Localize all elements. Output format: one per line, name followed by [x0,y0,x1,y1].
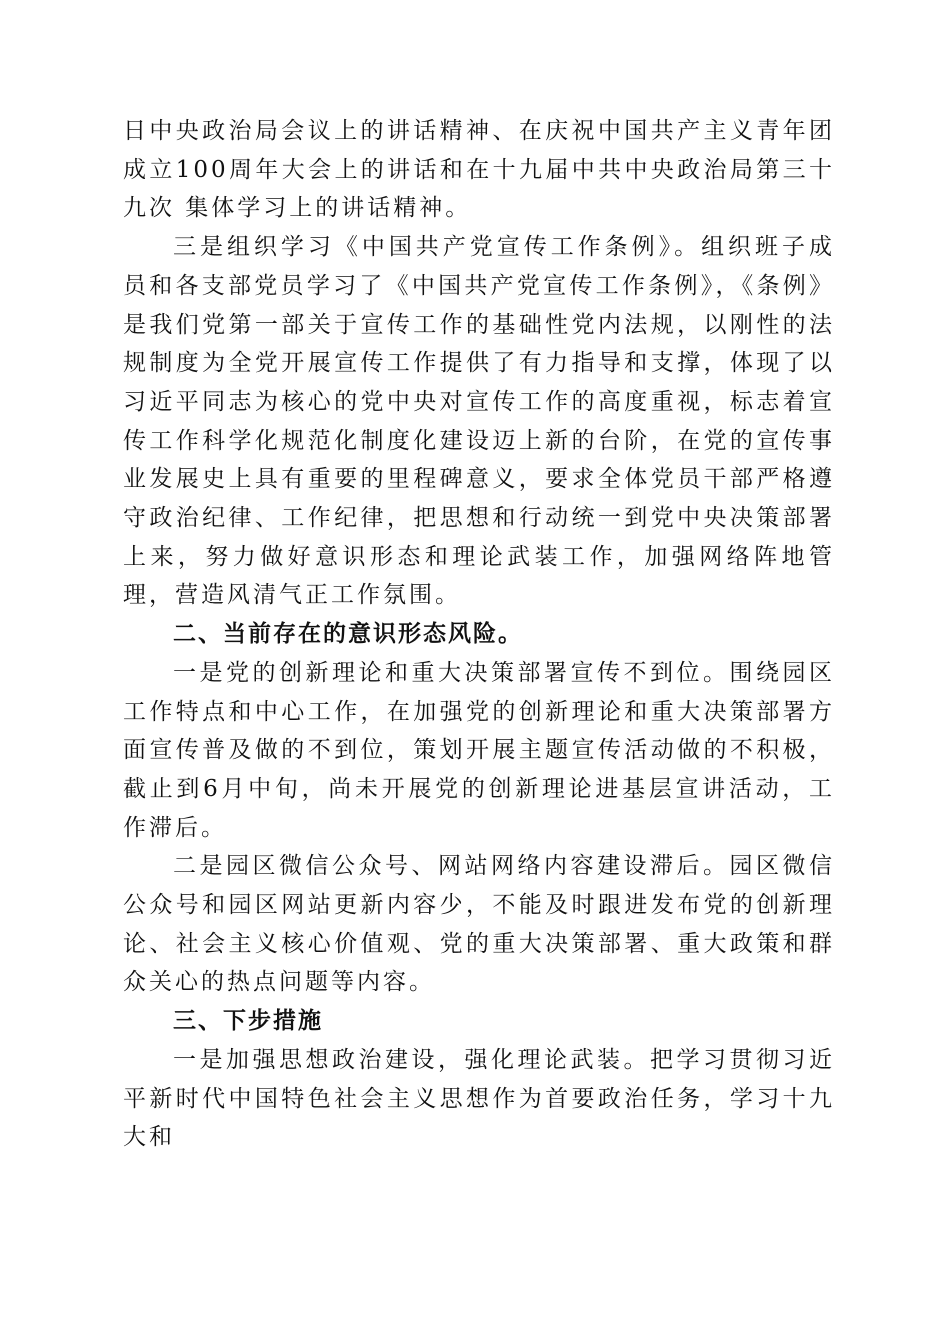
section-heading-next-steps: 三、下步措施 [173,1008,323,1035]
paragraph-propaganda-regulations: 三是组织学习《中国共产党宣传工作条例》。组织班子成员和各支部党员学习了《中国共产党宣传工作条例》，《条例》是我们党第一部关于宣传工作的基础性党内法规，以刚性的法规制度为全党开展宣传工作提供了有力指导和支撑，体现了以习近平同志为核心的党中央对宣传工作的高度重视，标志着宣传工作科学化规范化制度化建设迈上新的台阶，在党的宣传事业发展史上具有重要的里程碑意义，要求全体党员干部严格遵守政治纪律、工作纪律，把思想和行动统一到党中央决策部署上来，努力做好意识形态和理论武装工作，加强网络阵地管理，营造风清气正工作氛围。 [123,234,835,609]
section-heading-risks: 二、当前存在的意识形态风险。 [173,621,523,648]
paragraph-continuation: 日中央政治局会议上的讲话精神、在庆祝中国共产主义青年团成立100周年大会上的讲话和在十九届中共中央政治局第三十九次 集体学习上的讲话精神。 [123,118,835,222]
paragraph-measure-one: 一是加强思想政治建设，强化理论武装。把学习贯彻习近平新时代中国特色社会主义思想作为首要政治任务，学习十九大和 [123,1046,835,1151]
paragraph-risk-two: 二是园区微信公众号、网站网络内容建设滞后。园区微信公众号和园区网站更新内容少，不能及时跟进发布党的创新理论、社会主义核心价值观、党的重大决策部署、重大政策和群众关心的热点问题等内容。 [123,853,835,996]
paragraph-risk-one: 一是党的创新理论和重大决策部署宣传不到位。围绕园区工作特点和中心工作，在加强党的创新理论和重大决策部署方面宣传普及做的不到位，策划开展主题宣传活动做的不积极，截止到6月中旬，尚未开展党的创新理论进基层宣讲活动，工作滞后。 [123,659,835,841]
document-body [123,112,835,1157]
